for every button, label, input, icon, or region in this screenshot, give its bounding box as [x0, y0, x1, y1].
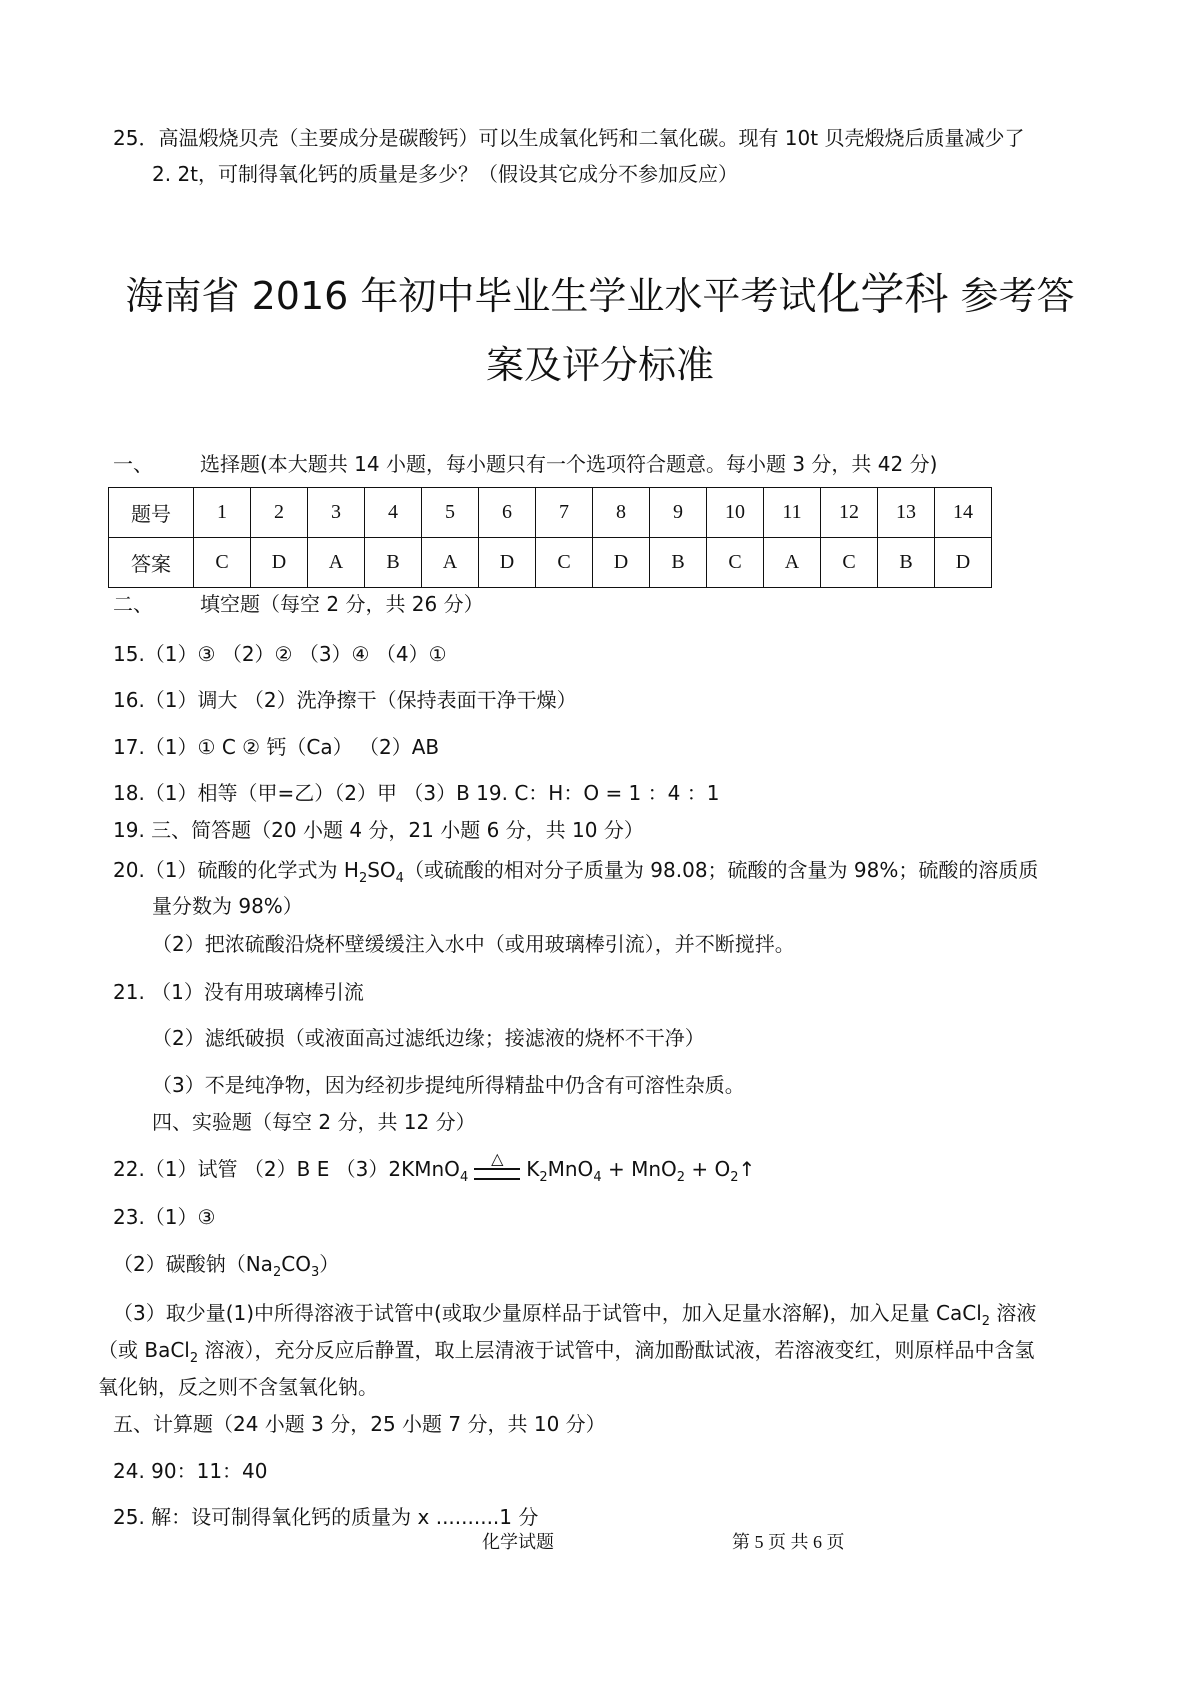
- table-cell: 13: [878, 488, 935, 538]
- answer-23-line-1: 23.（1）③: [113, 1205, 216, 1229]
- table-cell: A: [764, 538, 821, 588]
- table-header-answer: 答案: [109, 538, 194, 588]
- table-cell: D: [935, 538, 992, 588]
- answer-20-text: 20.（1）硫酸的化学式为 H: [113, 858, 359, 882]
- subscript: 2: [189, 1351, 199, 1366]
- answer-15: 15.（1）③ （2）② （3）④ （4）①: [113, 642, 447, 666]
- answer-25: 25. 解：设可制得氧化钙的质量为 x ..........1 分: [113, 1505, 539, 1529]
- table-cell: 4: [365, 488, 422, 538]
- table-cell: D: [593, 538, 650, 588]
- page-title: [0, 270, 1200, 321]
- table-cell: B: [650, 538, 707, 588]
- subscript: 4: [395, 871, 404, 886]
- answer-20-text: （或硫酸的相对分子质量为 98.08；硫酸的含量为 98%；硫酸的溶质质: [403, 858, 1039, 882]
- title-part-2: 化学科: [816, 269, 949, 320]
- question-25-line-2: 2. 2t，可制得氧化钙的质量是多少？（假设其它成分不参加反应）: [152, 162, 739, 186]
- answer-23-line-3: [113, 1299, 1036, 1336]
- answer-16: 16.（1）调大 （2）洗净擦干（保持表面干净干燥）: [113, 688, 577, 712]
- answer-20-line-1: [113, 856, 1038, 893]
- reaction-condition-sign: [474, 1150, 520, 1180]
- answer-23-line-4: [98, 1336, 1035, 1373]
- table-cell: C: [194, 538, 251, 588]
- answer-22-text: MnO: [547, 1157, 594, 1181]
- table-cell: C: [821, 538, 878, 588]
- table-cell: 14: [935, 488, 992, 538]
- answer-18: 18.（1）相等（甲=乙）（2）甲 （3）B 19. C：H：O = 1 ：4 ：1: [113, 781, 720, 805]
- table-cell: C: [707, 538, 764, 588]
- answer-23-text: CO: [281, 1252, 311, 1276]
- title-part-1: 海南省 2016 年初中毕业生学业水平考试: [125, 274, 817, 318]
- section-1-number: 一、: [113, 452, 153, 476]
- answer-23-line-2: [113, 1250, 339, 1287]
- subscript: 2: [730, 1170, 739, 1185]
- table-cell: 5: [422, 488, 479, 538]
- section-4-heading: 四、实验题（每空 2 分，共 12 分）: [152, 1110, 476, 1134]
- section-2-heading: 填空题（每空 2 分，共 26 分）: [200, 592, 484, 616]
- answer-20-text: SO: [367, 858, 396, 882]
- answer-23-text: ）: [319, 1252, 340, 1276]
- answer-table: [108, 487, 992, 588]
- answer-23-text: （或 BaCl: [98, 1338, 190, 1362]
- section-1-heading: 选择题(本大题共 14 小题，每小题只有一个选项符合题意。每小题 3 分，共 42 分): [200, 452, 938, 476]
- subscript: 3: [310, 1265, 320, 1280]
- subscript: 2: [676, 1170, 686, 1185]
- answer-20-line-2: 量分数为 98%）: [152, 894, 303, 918]
- answer-21-line-3: （3）不是纯净物，因为经初步提纯所得精盐中仍含有可溶性杂质。: [152, 1073, 745, 1097]
- table-cell: 6: [479, 488, 536, 538]
- subscript: 2: [358, 871, 368, 886]
- answer-23-text: 溶液: [990, 1301, 1037, 1325]
- table-cell: A: [308, 538, 365, 588]
- heat-icon: △: [491, 1148, 504, 1168]
- table-header-number: 题号: [109, 488, 194, 538]
- section-3-heading: 19. 三、简答题（20 小题 4 分，21 小题 6 分，共 10 分）: [113, 818, 644, 842]
- subscript: 4: [459, 1170, 469, 1185]
- table-cell: B: [365, 538, 422, 588]
- table-cell: 10: [707, 488, 764, 538]
- answer-21-line-2: （2）滤纸破损（或液面高过滤纸边缘；接滤液的烧杯不干净）: [152, 1026, 705, 1050]
- table-cell: 9: [650, 488, 707, 538]
- section-2-number: 二、: [113, 592, 153, 616]
- up-arrow-icon: ↑: [738, 1157, 756, 1181]
- table-row-numbers: [109, 488, 992, 538]
- subscript: 4: [593, 1170, 602, 1185]
- answer-21-line-1: 21. （1）没有用玻璃棒引流: [113, 980, 364, 1004]
- answer-22: [113, 1148, 756, 1192]
- answer-22-text: + O: [685, 1157, 731, 1181]
- answer-23-line-5: 氧化钠，反之则不含氢氧化钠。: [98, 1375, 378, 1399]
- answer-22-text: 22.（1）试管 （2）B E （3）2KMnO: [113, 1157, 460, 1181]
- table-cell: 2: [251, 488, 308, 538]
- table-cell: 1: [194, 488, 251, 538]
- table-cell: C: [536, 538, 593, 588]
- footer-page-number: 第 5 页 共 6 页: [732, 1532, 845, 1552]
- answer-22-text: K: [526, 1157, 540, 1181]
- answer-20-line-3: （2）把浓硫酸沿烧杯壁缓缓注入水中（或用玻璃棒引流），并不断搅拌。: [152, 932, 795, 956]
- table-cell: 3: [308, 488, 365, 538]
- subscript: 2: [981, 1314, 991, 1329]
- table-row-answers: [109, 538, 992, 588]
- table-cell: B: [878, 538, 935, 588]
- answer-22-text: + MnO: [601, 1157, 677, 1181]
- footer-subject: 化学试题: [482, 1532, 554, 1553]
- title-part-3: 参考答: [948, 274, 1075, 318]
- table-cell: 7: [536, 488, 593, 538]
- answer-23-text: 溶液），充分反应后静置，取上层清液于试管中，滴加酚酞试液，若溶液变红，则原样品中含氢: [198, 1338, 1035, 1362]
- section-5-heading: 五、计算题（24 小题 3 分，25 小题 7 分，共 10 分）: [113, 1412, 606, 1436]
- table-cell: A: [422, 538, 479, 588]
- table-cell: D: [479, 538, 536, 588]
- table-cell: 8: [593, 488, 650, 538]
- page-title-line-2: 案及评分标准: [485, 343, 714, 387]
- table-cell: 12: [821, 488, 878, 538]
- subscript: 2: [272, 1265, 282, 1280]
- question-25-line-1: 25．高温煅烧贝壳（主要成分是碳酸钙）可以生成氧化钙和二氧化碳。现有 10t 贝壳煅烧后质量减少了: [113, 126, 1025, 150]
- table-cell: D: [251, 538, 308, 588]
- table-cell: 11: [764, 488, 821, 538]
- answer-23-text: （3）取少量(1)中所得溶液于试管中(或取少量原样品于试管中，加入足量水溶解)，加入足量 CaCl: [113, 1301, 982, 1325]
- answer-24: 24. 90：11：40: [113, 1459, 268, 1483]
- answer-17: 17.（1）① C ② 钙（Ca） （2）AB: [113, 735, 440, 759]
- answer-23-text: （2）碳酸钠（Na: [113, 1252, 273, 1276]
- equal-sign: [474, 1168, 520, 1180]
- subscript: 2: [539, 1170, 548, 1185]
